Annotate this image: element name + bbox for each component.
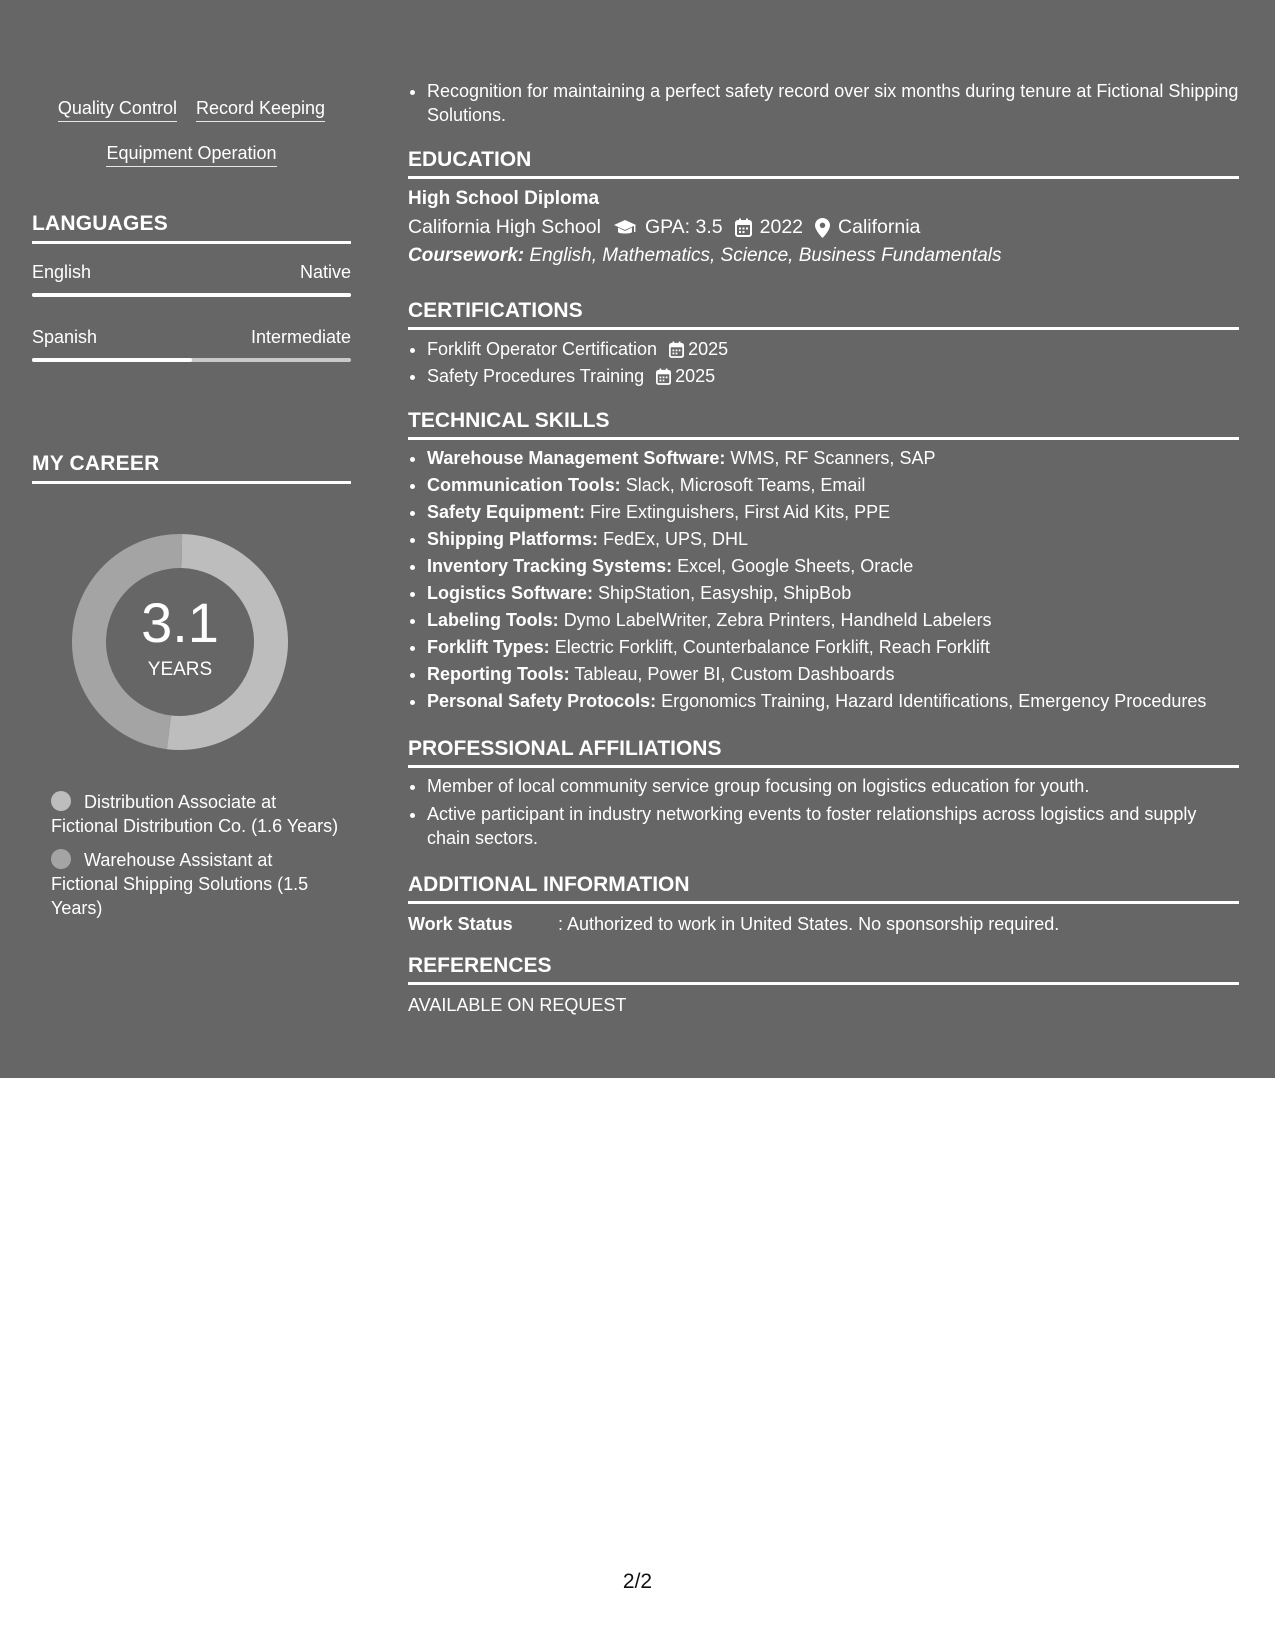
location-pin-icon [815,218,830,238]
affiliation-item: • Member of local community service group focusing on logistics education for youth. [427,774,1239,798]
additional-info-section [408,873,1239,935]
skill-tag: Record Keeping [196,97,325,122]
achievement-overflow [408,79,1239,127]
education-details [408,216,1239,239]
technical-skill-label: Safety Equipment: [427,502,586,522]
career-total-unit: YEARS [147,659,213,680]
education-location: California [838,216,921,238]
references-text: AVAILABLE ON REQUEST [408,995,627,1015]
calendar-icon [656,368,671,385]
technical-skill-label: Forklift Types: [427,637,550,657]
career-donut-chart [67,529,293,755]
technical-skill-label: Logistics Software: [427,583,594,603]
coursework-value: English, Mathematics, Science, Business Fundamentals [529,245,1002,266]
technical-skill-item [427,553,1239,580]
language-name: English [32,262,92,282]
certification-name: • Forklift Operator Certification [427,339,658,359]
technical-skill-value: WMS, RF Scanners, SAP [730,448,936,468]
technical-skill-item [427,526,1239,553]
technical-skill-item [427,688,1239,715]
technical-skills-section [408,409,1239,715]
skill-tags [32,86,351,176]
technical-skill-value: FedEx, UPS, DHL [603,529,749,549]
coursework-label: Coursework: [408,245,525,266]
technical-skill-value: Ergonomics Training, Hazard Identifications, Emergency Procedures [661,691,1207,711]
language-bar-fill [32,358,192,362]
technical-skill-item [427,634,1239,661]
technical-skill-label: Communication Tools: [427,475,621,495]
technical-skill-label: Labeling Tools: [427,610,559,630]
technical-skill-item [427,472,1239,499]
certification-year: 2025 [688,339,729,359]
language-bar [32,358,351,362]
affiliations-heading: PROFESSIONAL AFFILIATIONS [408,737,1239,768]
certifications-heading: CERTIFICATIONS [408,299,1239,330]
references-section [408,954,1239,1016]
legend-dot-icon [51,791,71,811]
education-school: California High School [408,216,601,238]
certification-item [427,363,1239,390]
education-coursework [408,245,1239,267]
career-heading: MY CAREER [32,452,351,484]
language-row [32,327,351,348]
affiliations-section [408,737,1239,850]
work-status-value: : Authorized to work in United States. No sponsorship required. [558,914,1060,934]
career-total-value: 3.1 [141,591,219,654]
calendar-icon [735,218,752,237]
certification-name: • Safety Procedures Training [427,366,645,386]
technical-skill-label: Inventory Tracking Systems: [427,556,673,576]
technical-skill-value: Electric Forklift, Counterbalance Forklift, Reach Forklift [554,637,990,657]
career-legend-item [51,790,341,838]
language-name: Spanish [32,327,98,347]
certification-item [427,336,1239,363]
graduation-cap-icon [613,219,637,237]
education-section [408,148,1239,267]
career-legend-label: Warehouse Assistant at Fictional Shipping Solutions (1.5 Years) [51,850,309,918]
technical-skill-value: Tableau, Power BI, Custom Dashboards [574,664,895,684]
language-level: Intermediate [250,327,351,347]
additional-info-heading: ADDITIONAL INFORMATION [408,873,1239,904]
career-legend [51,790,341,930]
education-degree: High School Diploma [408,188,600,209]
technical-skill-value: ShipStation, Easyship, ShipBob [598,583,852,603]
language-level: Native [299,262,351,282]
technical-skill-item [427,580,1239,607]
achievement-item: • Recognition for maintaining a perfect safety record over six months during tenure at Fictional Shipping Solutions. [427,79,1239,127]
certification-year: 2025 [675,366,716,386]
technical-skill-label: Shipping Platforms: [427,529,598,549]
education-year: 2022 [759,216,804,238]
skill-tag: Equipment Operation [106,142,276,167]
technical-skill-label: Warehouse Management Software: [427,448,726,468]
technical-skill-label: Reporting Tools: [427,664,570,684]
references-heading: REFERENCES [408,954,1239,985]
affiliation-item: • Active participant in industry networking events to foster relationships across logistics and supply chain sectors. [427,802,1239,850]
work-status-label: Work Status [408,914,513,934]
career-section [32,452,351,484]
legend-dot-icon [51,849,71,869]
calendar-icon [669,341,684,358]
technical-skill-value: Fire Extinguishers, First Aid Kits, PPE [590,502,891,522]
career-legend-label: Distribution Associate at Fictional Distribution Co. (1.6 Years) [51,792,339,836]
technical-skills-heading: TECHNICAL SKILLS [408,409,1239,440]
technical-skill-item [427,445,1239,472]
technical-skill-item [427,499,1239,526]
technical-skill-item [427,607,1239,634]
technical-skill-value: Slack, Microsoft Teams, Email [625,475,866,495]
technical-skill-item [427,661,1239,688]
language-row [32,262,351,283]
skill-tag: Quality Control [58,97,177,122]
work-status-row [408,914,1239,935]
language-bar [32,293,351,297]
technical-skill-value: Dymo LabelWriter, Zebra Printers, Handheld Labelers [563,610,992,630]
education-gpa: GPA: 3.5 [644,216,723,238]
languages-section [32,212,351,362]
technical-skill-label: Personal Safety Protocols: [427,691,657,711]
education-heading: EDUCATION [408,148,1239,179]
technical-skills-list [408,445,1239,715]
career-legend-item [51,848,341,920]
certifications-section [408,299,1239,390]
language-bar-fill [32,293,351,297]
languages-heading: LANGUAGES [32,212,351,244]
technical-skill-value: Excel, Google Sheets, Oracle [677,556,914,576]
page-number: 2/2 [622,1570,653,1593]
